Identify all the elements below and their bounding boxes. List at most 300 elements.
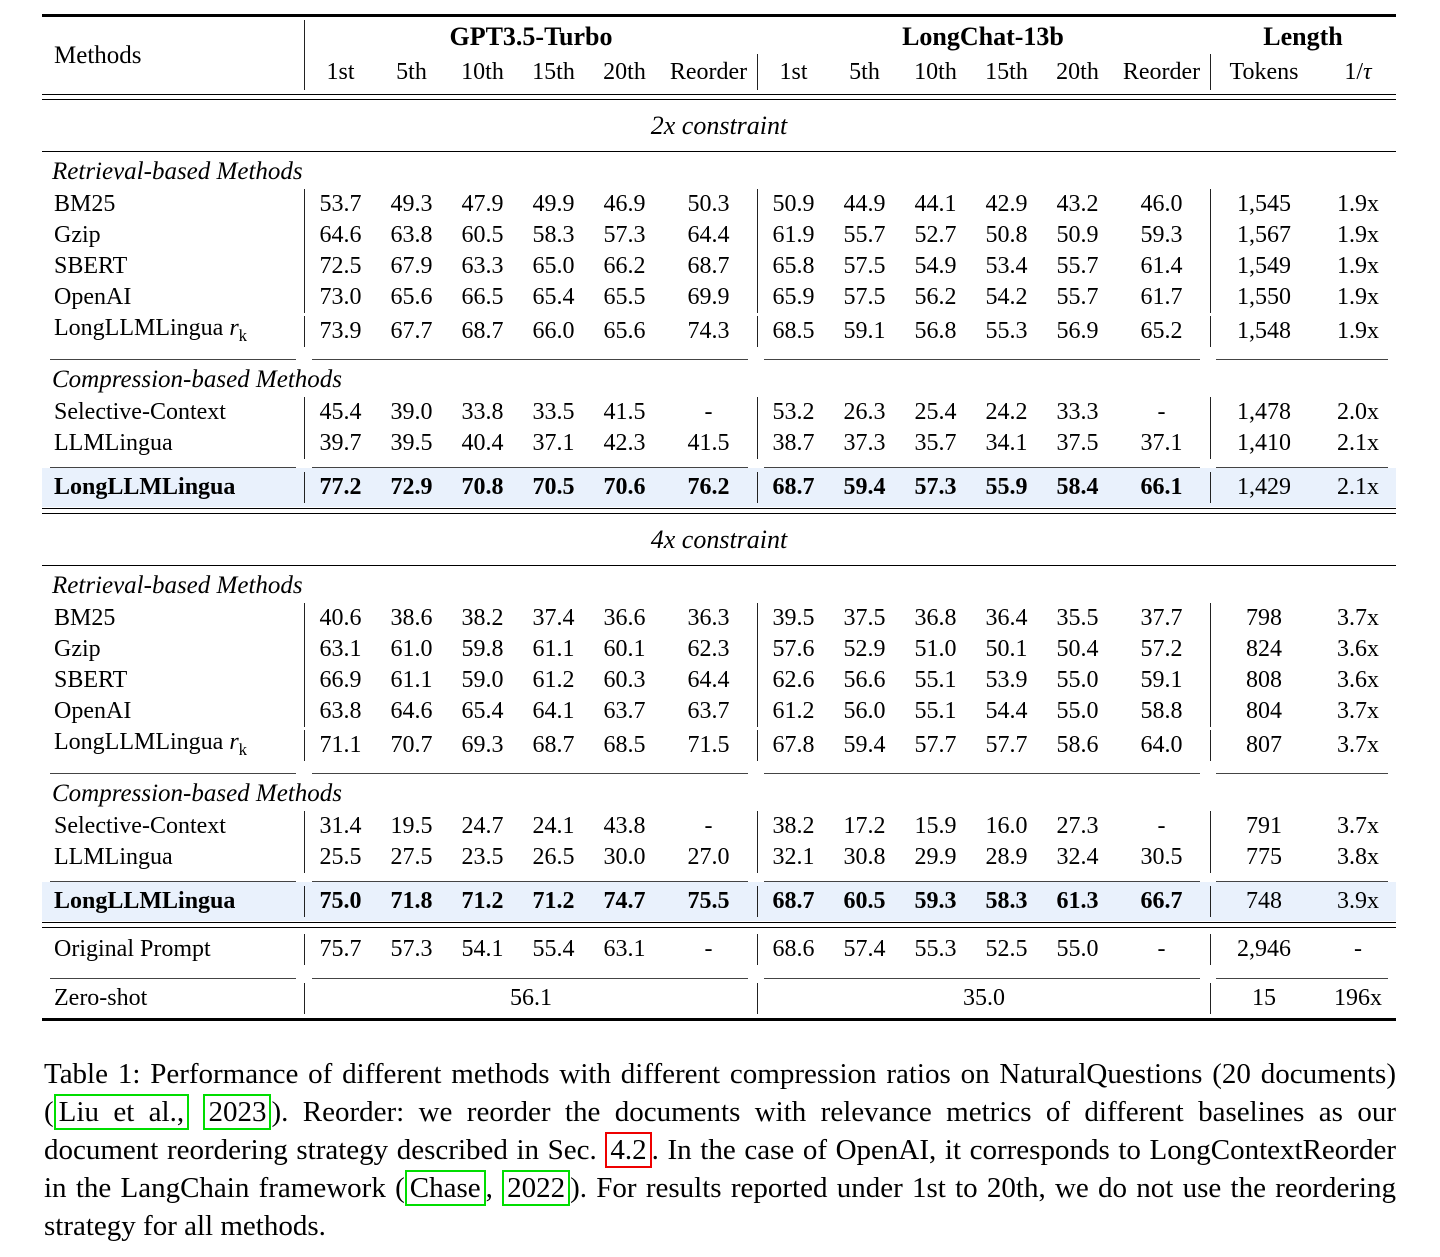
method-group-label: Retrieval-based Methods — [52, 158, 303, 185]
rule-segment — [304, 978, 756, 979]
gpt-score-cell: 75.5 — [687, 887, 730, 914]
longchat-score-cell: 57.5 — [843, 253, 886, 279]
math-subscript: k — [238, 325, 248, 345]
gpt-score-cell: 64.6 — [390, 697, 433, 724]
longchat-score-cell: 15.9 — [914, 812, 957, 839]
longchat-score-cell: 54.2 — [985, 284, 1028, 310]
longchat-score-cell: 61.2 — [757, 696, 829, 727]
table-row — [42, 189, 1396, 220]
subcol-header: 5th — [849, 59, 880, 85]
rule-line — [312, 881, 748, 882]
gpt-score-cell: 57.3 — [390, 935, 433, 962]
gpt-score-cell: 66.0 — [532, 318, 575, 345]
tau-symbol: τ — [1363, 59, 1372, 85]
citation-box: 2022 — [502, 1170, 570, 1206]
rule-line — [764, 773, 1200, 774]
tokens-cell: 1,478 — [1210, 397, 1317, 428]
rule-line — [312, 359, 748, 360]
table-header — [42, 17, 1396, 93]
gpt-score-cell: 64.4 — [687, 666, 730, 693]
gpt-score-cell: 54.1 — [461, 935, 504, 962]
ratio-cell: 2.1x — [1337, 473, 1379, 500]
longchat-score-cell: 37.3 — [843, 429, 886, 456]
gpt-score-cell: 37.4 — [532, 604, 575, 631]
table-bottom-rule — [42, 1018, 1396, 1021]
gpt-score-cell: 71.2 — [461, 887, 504, 914]
longchat-score-cell: 57.3 — [914, 473, 957, 500]
longchat-score-cell: 55.1 — [914, 697, 957, 724]
longchat-score-cell: 28.9 — [985, 843, 1028, 870]
gpt-score-cell: 55.4 — [532, 935, 575, 962]
rule-line — [764, 881, 1200, 882]
highlighted-table-row — [42, 468, 1396, 507]
longchat-score-cell: 39.5 — [757, 603, 829, 634]
longchat-score-cell: 34.1 — [985, 429, 1028, 456]
method-cell: LLMLingua — [54, 843, 173, 870]
longchat-score-cell: 53.9 — [985, 666, 1028, 693]
table-row — [42, 220, 1396, 251]
longchat-score-cell: 57.6 — [757, 634, 829, 665]
rule-segment — [756, 881, 1208, 882]
longchat-score-cell: 57.5 — [843, 284, 886, 310]
gpt-score-cell: 74.3 — [687, 318, 730, 345]
rule-line — [1216, 978, 1388, 979]
rule-line — [1216, 773, 1388, 774]
tokens-cell: 804 — [1210, 696, 1317, 727]
longchat-score-cell: 57.2 — [1140, 635, 1183, 662]
gpt-score-cell: 31.4 — [304, 811, 376, 842]
gpt-score-cell: - — [704, 812, 713, 839]
caption-text: ). For results reported under 1st to 20th, we do not use the reordering strategy for all methods. — [44, 1171, 1396, 1242]
longchat-score-cell: 65.2 — [1140, 318, 1183, 345]
longchat-score-cell: 61.7 — [1140, 284, 1183, 310]
rule-segment — [1208, 359, 1396, 360]
rule-segment — [1208, 978, 1396, 979]
tokens-cell: 807 — [1210, 730, 1317, 761]
gpt-score-cell: 61.2 — [532, 666, 575, 693]
longchat-score-cell: 52.7 — [914, 222, 957, 248]
longchat-score-cell: 37.1 — [1140, 429, 1183, 456]
gpt-score-cell: 71.5 — [687, 732, 730, 759]
subcol-header: 5th — [396, 59, 427, 85]
rule-segment — [304, 773, 756, 774]
longchat-score-cell: 57.7 — [914, 732, 957, 759]
longchat-score-cell: 55.3 — [914, 935, 957, 962]
method-cell: OpenAI — [54, 284, 132, 310]
gpt-score-cell: 38.2 — [461, 604, 504, 631]
gpt-score-cell: 68.5 — [603, 732, 646, 759]
table-row — [42, 428, 1396, 459]
longchat-score-cell: 56.9 — [1056, 318, 1099, 345]
gpt-score-cell: 70.8 — [461, 473, 504, 500]
gpt-score-cell: 63.8 — [390, 222, 433, 248]
ratio-cell: 1.9x — [1337, 253, 1379, 279]
longchat-score-cell: 56.8 — [914, 318, 957, 345]
table-row — [42, 282, 1396, 313]
tokens-cell: 1,550 — [1210, 282, 1317, 313]
longchat-score-cell: 25.4 — [914, 398, 957, 425]
longchat-score-cell: 65.8 — [757, 251, 829, 282]
constraint-title: 2x constraint — [650, 111, 788, 140]
subcol-header: 20th — [1056, 59, 1099, 85]
tokens-cell: 748 — [1210, 886, 1317, 917]
method-cell: Selective-Context — [54, 398, 226, 425]
rule-segment — [756, 773, 1208, 774]
longchat-score-cell: 37.5 — [843, 604, 886, 631]
gpt-score-cell: 68.7 — [532, 732, 575, 759]
longchat-score-cell: 56.2 — [914, 284, 957, 310]
longchat-score-cell: 50.4 — [1056, 635, 1099, 662]
gpt-score-cell: 61.1 — [390, 666, 433, 693]
highlighted-table-row — [42, 882, 1396, 921]
ratio-cell: 2.1x — [1337, 429, 1379, 456]
method-cell: LLMLingua — [54, 429, 173, 456]
citation-box: 4.2 — [605, 1132, 651, 1168]
longchat-span-cell: 35.0 — [757, 983, 1210, 1014]
longchat-score-cell: 55.7 — [1056, 253, 1099, 279]
gpt-score-cell: 46.9 — [603, 191, 646, 217]
longchat-score-cell: 52.5 — [985, 935, 1028, 962]
citation-box: 2023 — [203, 1094, 271, 1130]
subcol-header: 10th — [461, 59, 504, 85]
table-row — [42, 634, 1396, 665]
longchat-score-cell: 38.2 — [757, 811, 829, 842]
rule-line — [764, 467, 1200, 468]
rule-line — [312, 978, 748, 979]
gpt-score-cell: 36.6 — [603, 604, 646, 631]
rule-line — [1216, 881, 1388, 882]
gpt-score-cell: 49.3 — [390, 191, 433, 217]
double-rule — [42, 94, 1396, 100]
longchat-score-cell: 53.2 — [757, 397, 829, 428]
longchat-score-cell: 67.8 — [757, 730, 829, 761]
longchat-score-cell: 55.0 — [1056, 666, 1099, 693]
longchat-score-cell: 59.3 — [914, 887, 957, 914]
ratio-cell: 2.0x — [1337, 398, 1379, 425]
rule-segment — [304, 359, 756, 360]
longchat-score-cell: 68.6 — [757, 934, 829, 965]
subcol-header-tau: 1/τ — [1344, 59, 1372, 85]
gpt-score-cell: 66.5 — [461, 284, 504, 310]
table-row — [42, 696, 1396, 727]
longchat-score-cell: 32.4 — [1056, 843, 1099, 870]
table-caption — [44, 1055, 1396, 1245]
method-cell: OpenAI — [54, 697, 132, 724]
gpt-score-cell: 65.5 — [603, 284, 646, 310]
longchat-score-cell: 60.5 — [843, 887, 886, 914]
method-cell: LongLLMLingua $r_k$ — [54, 728, 248, 759]
longchat-score-cell: 62.6 — [757, 665, 829, 696]
table-row — [42, 251, 1396, 282]
rule-line — [764, 978, 1200, 979]
ratio-cell: 3.6x — [1337, 635, 1379, 662]
rule-segment — [42, 881, 304, 882]
gpt-score-cell: 41.5 — [687, 429, 730, 456]
longchat-score-cell: 68.7 — [757, 886, 829, 917]
partial-rule-row — [42, 459, 1396, 468]
subcol-header: 20th — [603, 59, 646, 85]
longchat-score-cell: 65.9 — [757, 282, 829, 313]
method-cell: SBERT — [54, 666, 128, 693]
partial-rule-row — [42, 970, 1396, 979]
tokens-cell: 798 — [1210, 603, 1317, 634]
ratio-cell: 1.9x — [1337, 191, 1379, 217]
longchat-score-cell: 46.0 — [1140, 191, 1183, 217]
longchat-score-cell: 30.8 — [843, 843, 886, 870]
longchat-score-cell: 55.0 — [1056, 935, 1099, 962]
header-group-row — [305, 20, 1399, 54]
longchat-score-cell: 58.6 — [1056, 732, 1099, 759]
tokens-cell: 1,549 — [1210, 251, 1317, 282]
tokens-cell: 775 — [1210, 842, 1317, 873]
table-row — [42, 727, 1396, 765]
rule-line — [764, 359, 1200, 360]
rule-segment — [1208, 773, 1396, 774]
longchat-score-cell: 26.3 — [843, 398, 886, 425]
gpt-score-cell: 43.8 — [603, 812, 646, 839]
table-row-original-prompt — [42, 929, 1396, 970]
rule-line — [50, 467, 296, 468]
longchat-score-cell: 35.5 — [1056, 604, 1099, 631]
gpt-score-cell: 42.3 — [603, 429, 646, 456]
gpt-score-cell: 38.6 — [390, 604, 433, 631]
method-group-label: Compression-based Methods — [52, 779, 343, 807]
gpt-score-cell: 68.7 — [687, 253, 730, 279]
longchat-score-cell: 58.3 — [985, 887, 1028, 914]
gpt-score-cell: 73.0 — [304, 282, 376, 313]
gpt-score-cell: 60.3 — [603, 666, 646, 693]
gpt-score-cell: 41.5 — [603, 398, 646, 425]
gpt-score-cell: 33.5 — [532, 398, 575, 425]
method-cell: Gzip — [54, 635, 101, 662]
rule-line — [50, 978, 296, 979]
tokens-cell: 15 — [1210, 983, 1317, 1014]
ratio-cell: 3.7x — [1337, 732, 1379, 759]
gpt-score-cell: 19.5 — [390, 812, 433, 839]
tokens-cell: 1,429 — [1210, 472, 1317, 503]
gpt-score-cell: 76.2 — [687, 473, 730, 500]
rule-segment — [1208, 467, 1396, 468]
method-group-label: Compression-based Methods — [52, 365, 343, 393]
longchat-score-cell: 56.6 — [843, 666, 886, 693]
gpt-score-cell: 75.0 — [304, 886, 376, 917]
rule-line — [50, 881, 296, 882]
table-row — [42, 603, 1396, 634]
method-cell: LongLLMLingua — [54, 887, 236, 914]
rule-line — [312, 467, 748, 468]
gpt-score-cell: - — [704, 935, 713, 962]
rule-segment — [756, 467, 1208, 468]
gpt-score-cell: 39.7 — [304, 428, 376, 459]
rule-segment — [42, 467, 304, 468]
longchat-score-cell: 68.5 — [757, 316, 829, 347]
gpt-score-cell: 69.9 — [687, 284, 730, 310]
gpt-score-cell: 71.8 — [390, 887, 433, 914]
rule-segment — [756, 359, 1208, 360]
rule-segment — [1208, 881, 1396, 882]
gpt-score-cell: 27.0 — [687, 843, 730, 870]
longchat-score-cell: 43.2 — [1056, 191, 1099, 217]
gpt-score-cell: 24.1 — [532, 812, 575, 839]
longchat-score-cell: 59.4 — [843, 732, 886, 759]
rule-segment — [304, 467, 756, 468]
math-var: r — [229, 728, 239, 755]
gpt-score-cell: 60.1 — [603, 635, 646, 662]
gpt-score-cell: 71.2 — [532, 887, 575, 914]
longchat-score-cell: 56.0 — [843, 697, 886, 724]
gpt-score-cell: 70.6 — [603, 473, 646, 500]
subcol-header: 15th — [532, 59, 575, 85]
gpt-score-cell: 69.3 — [461, 732, 504, 759]
longchat-score-cell: 32.1 — [757, 842, 829, 873]
longchat-score-cell: 27.3 — [1056, 812, 1099, 839]
double-rule — [42, 508, 1396, 514]
rule-segment — [42, 978, 304, 979]
gpt-score-cell: 61.1 — [532, 635, 575, 662]
gpt-span-cell: 56.1 — [304, 983, 757, 1014]
caption-text: , — [485, 1171, 503, 1204]
longchat-score-cell: 59.4 — [843, 473, 886, 500]
gpt-score-cell: 26.5 — [532, 843, 575, 870]
header-groups — [304, 20, 1399, 90]
rule-line — [1216, 467, 1388, 468]
tokens-cell: 1,548 — [1210, 316, 1317, 347]
longchat-score-cell: - — [1157, 812, 1166, 839]
citation-box: Chase — [405, 1170, 486, 1206]
longchat-score-cell: 36.8 — [914, 604, 957, 631]
longchat-score-cell: 58.8 — [1140, 697, 1183, 724]
method-cell: Zero-shot — [54, 984, 148, 1011]
subcol-header-tokens: Tokens — [1210, 54, 1317, 90]
column-header-methods: Methods — [54, 41, 142, 69]
gpt-score-cell: 63.8 — [304, 696, 376, 727]
table-row — [42, 842, 1396, 873]
longchat-score-cell: 17.2 — [843, 812, 886, 839]
ratio-cell: 3.7x — [1337, 697, 1379, 724]
method-cell: Selective-Context — [54, 812, 226, 839]
longchat-score-cell: 37.7 — [1140, 604, 1183, 631]
group-header-longchat: LongChat-13b — [902, 22, 1064, 51]
longchat-score-cell: 54.9 — [914, 253, 957, 279]
gpt-score-cell: 63.1 — [603, 935, 646, 962]
gpt-score-cell: 65.6 — [390, 284, 433, 310]
longchat-score-cell: 55.3 — [985, 318, 1028, 345]
gpt-score-cell: 58.3 — [532, 222, 575, 248]
table-row-zeroshot — [42, 979, 1396, 1018]
gpt-score-cell: 47.9 — [461, 191, 504, 217]
tokens-cell: 791 — [1210, 811, 1317, 842]
longchat-score-cell: 57.4 — [843, 935, 886, 962]
longchat-score-cell: 44.1 — [914, 191, 957, 217]
longchat-score-cell: 61.9 — [757, 220, 829, 251]
method-cell: Gzip — [54, 222, 101, 248]
ratio-cell: 3.8x — [1337, 843, 1379, 870]
gpt-score-cell: 65.4 — [532, 284, 575, 310]
caption-text: Table 1: Performance of different methods with different compression ratios on NaturalQuestions (20 documents) ( — [44, 1057, 1396, 1128]
gpt-score-cell: 67.7 — [390, 318, 433, 345]
constraint-title: 4x constraint — [650, 524, 788, 554]
longchat-score-cell: 38.7 — [757, 428, 829, 459]
gpt-score-cell: 68.7 — [461, 318, 504, 345]
math-var: r — [229, 315, 239, 341]
gpt-score-cell: 75.7 — [304, 934, 376, 965]
gpt-score-cell: 77.2 — [304, 472, 376, 503]
gpt-score-cell: 64.4 — [687, 222, 730, 248]
partial-rule-row — [42, 765, 1396, 774]
math-subscript: k — [238, 739, 248, 759]
group-header-length: Length — [1263, 22, 1343, 51]
gpt-score-cell: 66.9 — [304, 665, 376, 696]
subcol-header: 10th — [914, 59, 957, 85]
longchat-score-cell: 53.4 — [985, 253, 1028, 279]
gpt-score-cell: 70.5 — [532, 473, 575, 500]
longchat-score-cell: 36.4 — [985, 604, 1028, 631]
longchat-score-cell: 59.1 — [1140, 666, 1183, 693]
results-table — [42, 14, 1396, 1021]
longchat-score-cell: 52.9 — [843, 635, 886, 662]
ratio-cell: 1.9x — [1337, 284, 1379, 310]
tokens-cell: 1,410 — [1210, 428, 1317, 459]
longchat-score-cell: 50.8 — [985, 222, 1028, 248]
caption-text — [189, 1096, 203, 1128]
tokens-cell: 1,567 — [1210, 220, 1317, 251]
gpt-score-cell: 39.5 — [390, 429, 433, 456]
gpt-score-cell: 37.1 — [532, 429, 575, 456]
gpt-score-cell: 63.7 — [687, 697, 730, 724]
gpt-score-cell: 67.9 — [390, 253, 433, 279]
longchat-score-cell: 42.9 — [985, 191, 1028, 217]
tokens-cell: 2,946 — [1210, 934, 1317, 965]
longchat-score-cell: 55.1 — [914, 666, 957, 693]
longchat-score-cell: 66.1 — [1140, 473, 1183, 500]
longchat-score-cell: 50.9 — [757, 189, 829, 220]
rule-segment — [756, 978, 1208, 979]
gpt-score-cell: 63.1 — [304, 634, 376, 665]
gpt-score-cell: 72.5 — [304, 251, 376, 282]
longchat-score-cell: 55.0 — [1056, 697, 1099, 724]
longchat-score-cell: 30.5 — [1140, 843, 1183, 870]
longchat-score-cell: 44.9 — [843, 191, 886, 217]
subcol-header: 1st — [326, 59, 355, 85]
gpt-score-cell: 65.6 — [603, 318, 646, 345]
rule-line — [312, 773, 748, 774]
subcol-header: 15th — [985, 59, 1028, 85]
citation-box: Liu et al., — [54, 1094, 189, 1130]
longchat-score-cell: 59.1 — [843, 318, 886, 345]
longchat-score-cell: 50.1 — [985, 635, 1028, 662]
gpt-score-cell: 63.3 — [461, 253, 504, 279]
gpt-score-cell: 64.6 — [304, 220, 376, 251]
method-cell: Original Prompt — [54, 935, 211, 962]
gpt-score-cell: 66.2 — [603, 253, 646, 279]
ratio-cell: - — [1354, 935, 1362, 962]
tokens-cell: 808 — [1210, 665, 1317, 696]
gpt-score-cell: 24.7 — [461, 812, 504, 839]
longchat-score-cell: - — [1157, 398, 1166, 425]
rule-line — [50, 359, 296, 360]
gpt-score-cell: 57.3 — [603, 222, 646, 248]
gpt-score-cell: 40.6 — [304, 603, 376, 634]
rule-segment — [42, 359, 304, 360]
longchat-score-cell: 64.0 — [1140, 732, 1183, 759]
rule-line — [1216, 359, 1388, 360]
ratio-cell: 1.9x — [1337, 222, 1379, 248]
longchat-score-cell: 55.9 — [985, 473, 1028, 500]
partial-rule-row — [42, 873, 1396, 882]
longchat-score-cell: 54.4 — [985, 697, 1028, 724]
gpt-score-cell: 50.3 — [687, 191, 730, 217]
longchat-score-cell: 29.9 — [914, 843, 957, 870]
